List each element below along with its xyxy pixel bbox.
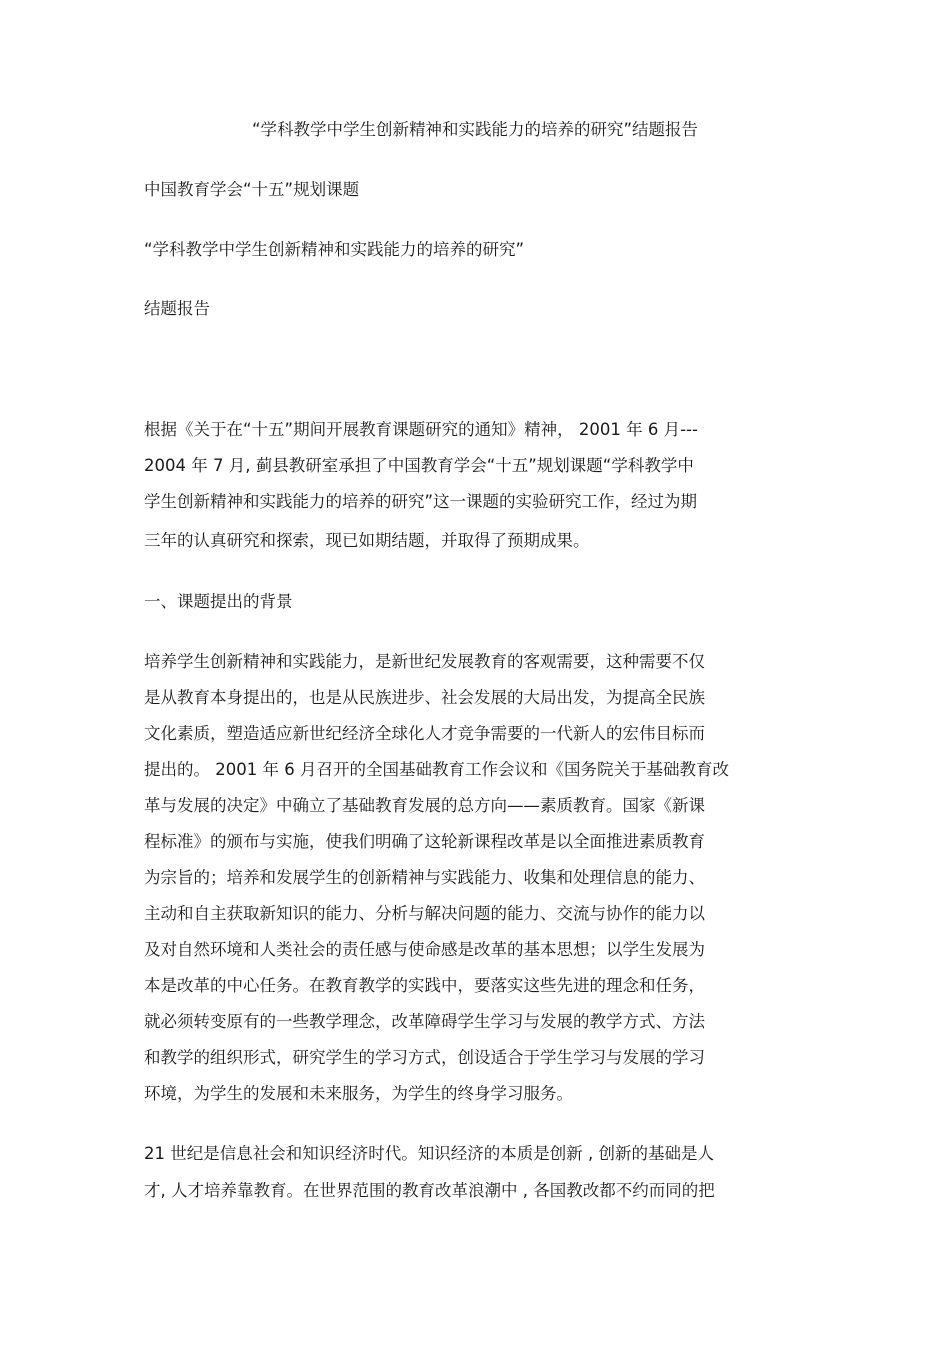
paragraph-2-line: 就必须转变原有的一些教学理念，改革障碍学生学习与发展的教学方式、方法	[144, 1012, 705, 1031]
paragraph-2-line: 本是改革的中心任务。在教育教学的实践中，要落实这些先进的理念和任务，	[144, 976, 705, 995]
document-title: “学科教学中学生创新精神和实践能力的培养的研究”结题报告	[251, 120, 699, 139]
paragraph-1-line: 学生创新精神和实践能力的培养的研究”这一课题的实验研究工作，经过为期	[144, 492, 698, 511]
header-line-report-type: 结题报告	[144, 299, 210, 318]
paragraph-2-line: 培养学生创新精神和实践能力，是新世纪发展教育的客观需要，这种需要不仅	[144, 652, 705, 671]
paragraph-1-line: 2004 年 7 月, 蓟县教研室承担了中国教育学会“十五”规划课题“学科教学中	[144, 456, 694, 475]
paragraph-2-line: 文化素质，塑造适应新世纪经济全球化人才竞争需要的一代新人的宏伟目标而	[144, 724, 705, 743]
header-line-project-category: 中国教育学会“十五”规划课题	[144, 180, 360, 199]
paragraph-2-line: 及对自然环境和人类社会的责任感与使命感是改革的基本思想；以学生发展为	[144, 940, 705, 959]
paragraph-2-line: 提出的。 2001 年 6 月召开的全国基础教育工作会议和《国务院关于基础教育改	[144, 760, 729, 779]
paragraph-3-line: 21 世纪是信息社会和知识经济时代。知识经济的本质是创新 , 创新的基础是人	[144, 1144, 714, 1163]
paragraph-1-line: 三年的认真研究和探索，现已如期结题，并取得了预期成果。	[144, 531, 590, 550]
header-line-project-name: “学科教学中学生创新精神和实践能力的培养的研究”	[144, 240, 525, 259]
paragraph-2-line: 环境，为学生的发展和未来服务，为学生的终身学习服务。	[144, 1084, 573, 1103]
paragraph-1-line: 根据《关于在“十五”期间开展教育课题研究的通知》精神， 2001 年 6 月---	[144, 420, 698, 439]
section-1-heading: 一、课题提出的背景	[144, 592, 293, 611]
paragraph-2-line: 是从教育本身提出的，也是从民族进步、社会发展的大局出发，为提高全民族	[144, 688, 705, 707]
paragraph-2-line: 主动和自主获取新知识的能力、分析与解决问题的能力、交流与协作的能力以	[144, 904, 705, 923]
paragraph-2-line: 革与发展的决定》中确立了基础教育发展的总方向——素质教育。国家《新课	[144, 796, 705, 815]
paragraph-3-line: 才, 人才培养靠教育。在世界范围的教育改革浪潮中 , 各国教改都不约而同的把	[144, 1181, 715, 1200]
paragraph-2-line: 程标准》的颁布与实施，使我们明确了这轮新课程改革是以全面推进素质教育	[144, 832, 705, 851]
paragraph-2-line: 和教学的组织形式，研究学生的学习方式，创设适合于学生学习与发展的学习	[144, 1048, 705, 1067]
paragraph-2-line: 为宗旨的；培养和发展学生的创新精神与实践能力、收集和处理信息的能力、	[144, 868, 705, 887]
